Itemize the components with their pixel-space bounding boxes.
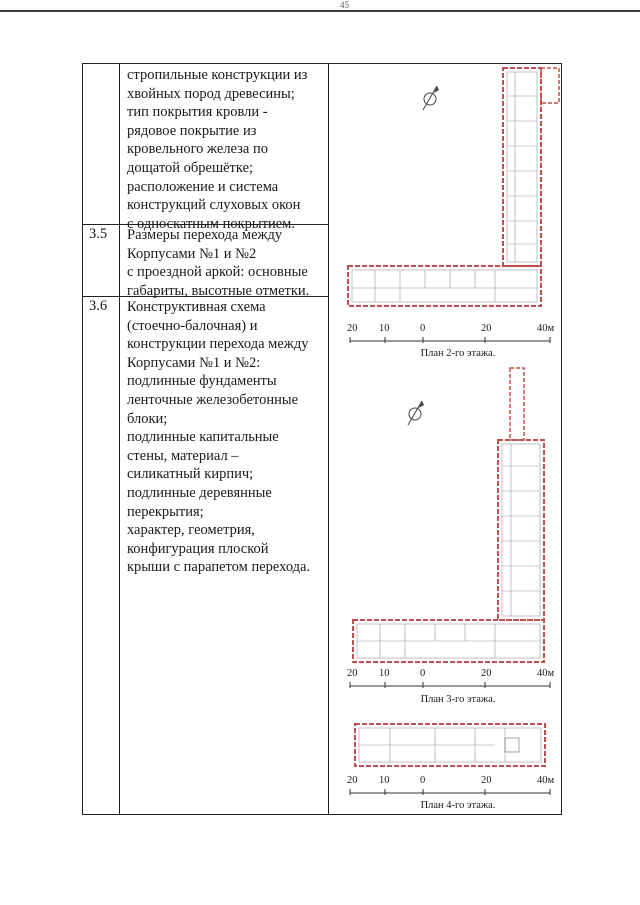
column-divider-1 (119, 64, 120, 814)
scale-label: 20 (347, 323, 358, 334)
row-number: 3.6 (89, 298, 108, 314)
scale-label: 20 (481, 323, 492, 334)
north-arrow-icon (423, 86, 439, 110)
floor-plan-4 (345, 718, 560, 770)
scale-label: 40м (537, 775, 555, 786)
scale-label: 40м (537, 323, 555, 334)
row-text: Размеры перехода между Корпусами №1 и №2 с проездной аркой: основные габариты, высотные отметки. (127, 227, 310, 299)
scale-label: 0 (420, 775, 426, 786)
scale-label: 10 (379, 668, 390, 679)
plan-caption: План 3-го этажа. (420, 694, 496, 705)
scale-label: 10 (379, 323, 390, 334)
scale-label: 0 (420, 668, 426, 679)
scale-label: 20 (481, 775, 492, 786)
row-text: стропильные конструкции из хвойных пород древесины; тип покрытия кровли - рядовое покрытие из кровельного железа по дощатой обрешётке; расположение и система конструкций слуховых окон с односкатным покрытием. (127, 67, 308, 232)
scale-label: 20 (481, 668, 492, 679)
column-divider-2 (328, 64, 329, 814)
scale-label: 20 (347, 775, 358, 786)
row-number: 3.5 (89, 226, 108, 242)
page-number-mark: 45 (340, 0, 349, 10)
north-arrow-icon (408, 401, 424, 425)
scale-label: 40м (537, 668, 555, 679)
scale-label: 10 (379, 775, 390, 786)
row-text: Конструктивная схема (стоечно-балочная) и конструкции перехода между Корпусами №1 и №2: подлинные фундаменты ленточные железобетонные блоки; подлинные капитальные стены, материал – силикатный кирпич; подлинные деревянные перекрытия; характер, геометрия, конфигурация плоской крыши с парапетом перехода. (127, 299, 311, 576)
plan-caption: План 4-го этажа. (420, 800, 496, 811)
floor-plan-3 (345, 366, 560, 666)
plan-caption: План 2-го этажа. (420, 348, 496, 359)
floor-plan-2 (345, 66, 560, 321)
scale-label: 0 (420, 323, 426, 334)
page-top-rule (0, 10, 640, 12)
scale-label: 20 (347, 668, 358, 679)
